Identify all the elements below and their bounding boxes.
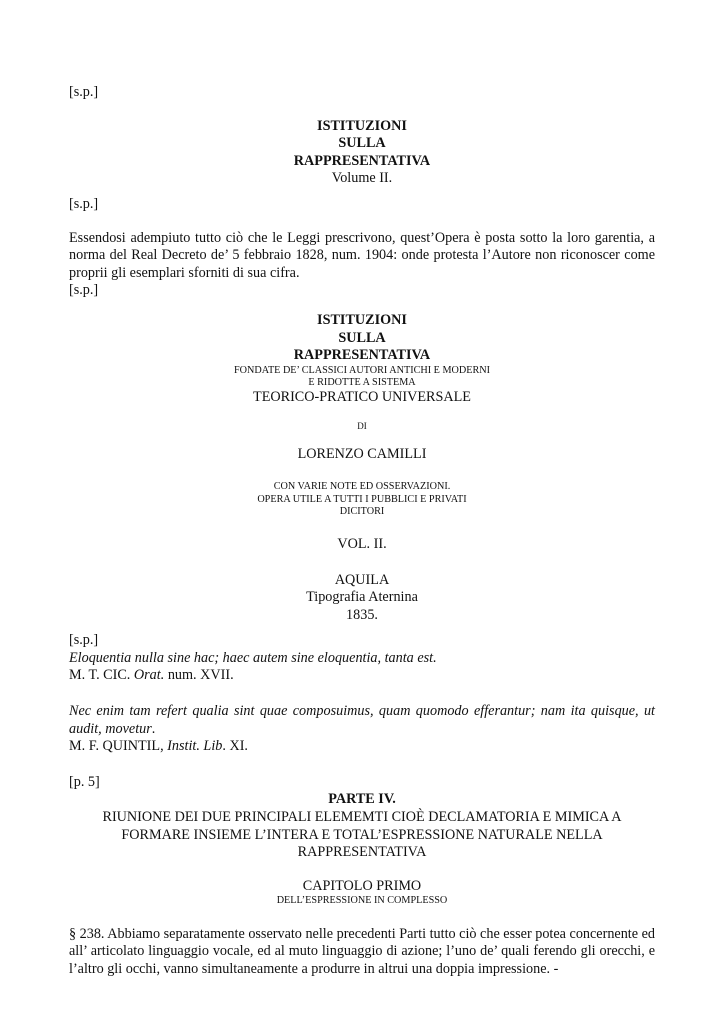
epigraph-quintilian-end: .: [151, 720, 156, 737]
title-rappresentativa: RAPPRESENTATIVA: [293, 152, 431, 169]
title2-istituzioni: ISTITUZIONI: [317, 311, 407, 328]
epigraph-quintilian: [69, 703, 655, 756]
epigraph-quintilian-citation: [69, 738, 655, 756]
title2-sulla: SULLA: [338, 329, 386, 346]
epigraph-quintilian-author: M. F. QUINTIL,: [69, 738, 164, 755]
title-block-2: [69, 312, 655, 624]
epigraph-quintilian-quote: Nec enim tam refert qualia sint quae composuimus, quam quomodo efferantur; nam ita quisque, ut audit, movetur: [69, 703, 655, 737]
part-subtitle: RIUNIONE DEI DUE PRINCIPALI ELEMEMTI CIOÈ DECLAMATORIA E MIMICA A FORMARE INSIEME L’INTERA E TOTAL’ESPRESSIONE NATURALE NELLA RAPPRESENTATIVA: [102, 809, 622, 861]
body-paragraph: § 238. Abbiamo separatamente osservato nelle precedenti Parti tutto ciò che esser potea concernente ed all’ articolato linguaggio vocale, ed al muto linguaggio di azione; l’uno de’ quali ferendo gli orecchi, e l’altro gli occhi, vanno simultaneamente a produrre in altrui una doppia impressione. -: [69, 925, 655, 977]
legal-notice: Essendosi adempiuto tutto ciò che le Leggi prescrivono, quest’Opera è posta sotto la loro garentia, a norma del Real Decreto de’ 5 febbraio 1828, num. 1904: onde protesta l’Autore non riconoscer come proprii gli esemplari sforniti di sua cifra.: [69, 229, 655, 281]
epigraph-cicero: [69, 650, 655, 685]
title2-subtitle-2: E RIDOTTE A SISTEMA: [308, 376, 416, 388]
chapter-subtitle: DELL’ESPRESSIONE IN COMPLESSO: [276, 895, 448, 907]
title-istituzioni: ISTITUZIONI: [317, 117, 407, 134]
page-marker-sp-2: [s.p.]: [69, 195, 99, 212]
chapter-title: CAPITOLO PRIMO: [302, 877, 422, 894]
title2-author: LORENZO CAMILLI: [297, 445, 427, 462]
part-heading: [69, 791, 655, 861]
title2-subtitle-3: TEORICO-PRATICO UNIVERSALE: [253, 389, 471, 406]
page-marker-p5: [p. 5]: [69, 773, 100, 790]
epigraph-quintilian-ref: . XI.: [222, 738, 248, 755]
title2-vol: VOL. II.: [337, 535, 387, 552]
title2-rappresentativa: RAPPRESENTATIVA: [293, 347, 431, 364]
title-sulla: SULLA: [338, 135, 386, 152]
epigraph-quintilian-text: [69, 703, 655, 738]
epigraph-cicero-text: Eloquentia nulla sine hac; haec autem sine eloquentia, tanta est.: [69, 649, 437, 666]
title2-subtitle-1: FONDATE DE’ CLASSICI AUTORI ANTICHI E MODERNI: [233, 364, 490, 376]
title2-note-3: DICITORI: [339, 505, 385, 517]
epigraph-cicero-work: Orat.: [133, 667, 165, 684]
epigraph-cicero-author: M. T. CIC.: [69, 667, 131, 684]
part-title: PARTE IV.: [328, 791, 396, 808]
epigraph-cicero-citation: [69, 667, 655, 685]
title2-note-1: CON VARIE NOTE ED OSSERVAZIONI.: [273, 481, 451, 493]
page-marker-sp-3: [s.p.]: [69, 282, 99, 299]
title2-city: AQUILA: [334, 571, 390, 588]
title-volume: Volume II.: [331, 170, 393, 187]
title2-year: 1835.: [346, 606, 378, 623]
epigraph-cicero-ref: num. XVII.: [167, 667, 234, 684]
title-block-1: [69, 118, 655, 188]
title2-printer: Tipografia Aternina: [306, 589, 418, 606]
title2-di: DI: [357, 420, 367, 431]
epigraph-quintilian-work: Instit. Lib: [167, 738, 223, 755]
page-marker-sp-1: [s.p.]: [69, 84, 99, 100]
page-marker-sp-4: [s.p.]: [69, 632, 99, 649]
title2-note-2: OPERA UTILE A TUTTI I PUBBLICI E PRIVATI: [257, 493, 467, 505]
chapter-heading: [69, 878, 655, 908]
